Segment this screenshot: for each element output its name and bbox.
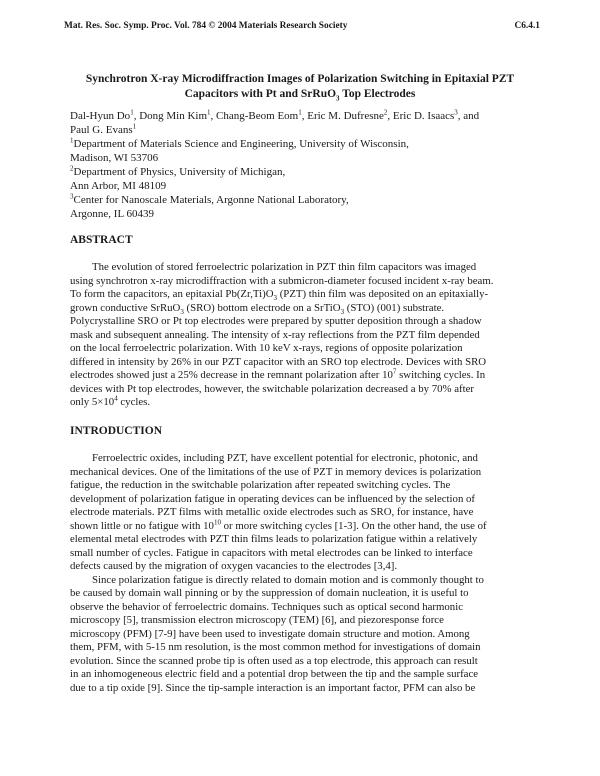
paper-title — [60, 72, 540, 102]
text-span: only 5×10 — [70, 396, 115, 408]
text-line: evolution. Since the scanned probe tip is often used as a top electrode, this approach can result — [70, 654, 478, 667]
superscript: 10 — [213, 517, 221, 526]
author-list — [70, 110, 550, 138]
title-line-2 — [60, 87, 540, 102]
text-span: To form the capacitors, an epitaxial Pb(Zr,Ti)O — [70, 288, 274, 300]
subscript: 3 — [180, 307, 184, 316]
affiliation-text: Department of Materials Science and Engineering, University of Wisconsin, — [73, 138, 409, 150]
text-line: mechanical devices. One of the limitations of the use of PZT in memory devices is polarization — [70, 465, 482, 478]
affiliation-mark: 3 — [454, 108, 458, 117]
affiliation-number: 3 — [70, 191, 74, 200]
affiliation-mark: 1 — [130, 108, 134, 117]
affiliation-mark: 1 — [132, 122, 137, 131]
text-span: switching cycles. In — [396, 369, 486, 381]
text-line: defects caused by the migration of oxygen vacancies to the electrodes [3,4]. — [70, 560, 398, 572]
affiliation-mark: 1 — [298, 108, 302, 117]
affiliation-3 — [70, 191, 550, 208]
running-header — [64, 21, 540, 35]
text-line: Polycrystalline SRO or Pt top electrodes were prepared by sputter deposition through a shadow — [70, 315, 482, 327]
author-name: Dal-Hyun Do — [70, 110, 131, 122]
text-line: elemental metal electrodes with PZT thin films leads to polarization fatigue within a relatively — [70, 533, 478, 545]
text-line: mask and subsequent annealing. The intensity of x-ray reflections from the PZT film depended — [70, 328, 480, 341]
text-line — [70, 288, 550, 302]
page-code: C6.4.1 — [514, 21, 540, 31]
author-name: Paul G. Evans — [70, 123, 133, 136]
text-line: small number of cycles. Fatigue in capacitors with metal electrodes can be linked to interface — [70, 546, 473, 559]
affiliation-number: 1 — [70, 136, 74, 145]
abstract-paragraph — [70, 261, 550, 410]
text-line: Ferroelectric oxides, including PZT, have excellent potential for electronic, photonic, and — [92, 452, 478, 464]
text-line: observe the behavior of ferroelectric domains. Techniques such as optical second harmonic — [70, 600, 463, 613]
text-line — [70, 396, 550, 410]
text-line: electrode materials. PZT films with metallic oxide electrodes such as SRO, for instance, have — [70, 506, 474, 518]
text-span: (SRO) bottom electrode on a SrTiO — [183, 301, 341, 314]
author-name: , Eric D. Isaacs — [387, 110, 455, 122]
text-line: microscopy [5], transmission electron microscopy (TEM) [6], and piezoresponse force — [70, 614, 444, 626]
author-line-2 — [70, 124, 550, 138]
author-line-1 — [70, 110, 550, 124]
text-line — [70, 302, 550, 316]
affiliation-mark: 2 — [383, 108, 388, 117]
author-name: , Eric M. Dufresne — [301, 110, 384, 122]
affiliation-number: 2 — [70, 164, 74, 173]
introduction-paragraph-1 — [70, 452, 550, 574]
text-line: Since polarization fatigue is directly related to domain motion and is commonly thought to — [92, 573, 484, 586]
text-line: devices with Pt top electrodes, however, the switchable polarization decreased a by 70% after — [70, 382, 474, 395]
abstract-heading: ABSTRACT — [70, 234, 133, 246]
text-line: using synchrotron x-ray microdiffraction with a submicron-diameter focused incident x-ray beam. — [70, 274, 494, 287]
affiliation-text: Department of Physics, University of Michigan, — [73, 165, 286, 178]
title-subscript: 3 — [336, 94, 340, 103]
text-line: microscopy (PFM) [7-9] have been used to investigate domain structure and motion. Among — [70, 627, 470, 640]
subscript: 3 — [273, 294, 278, 303]
text-span: grown conductive SrRuO — [70, 301, 181, 314]
text-line: development of polarization fatigue in operating devices can be influenced by the selection of — [70, 492, 476, 505]
subscript: 3 — [340, 307, 345, 316]
affiliation-text: Center for Nanoscale Materials, Argonne National Laboratory, — [73, 193, 349, 206]
introduction-paragraph-2 — [70, 574, 550, 696]
superscript: 4 — [114, 394, 118, 403]
title-text: Top Electrodes — [339, 88, 416, 100]
superscript: 7 — [392, 367, 397, 376]
affiliation-1-address: Madison, WI 53706 — [70, 151, 159, 164]
text-line: The evolution of stored ferroelectric polarization in PZT thin film capacitors was imaged — [92, 261, 477, 273]
text-span: electrodes showed just a 25% decrease in the remnant polarization after 10 — [70, 369, 393, 381]
author-conjunction: , and — [457, 110, 480, 122]
text-line: differed in intensity by 26% in our PZT capacitor with an SRO top electrode. Devices with SRO — [70, 355, 487, 368]
text-line — [70, 517, 550, 534]
affiliation-2-address: Ann Arbor, MI 48109 — [70, 179, 167, 192]
affiliation-1 — [70, 138, 550, 152]
journal-citation: Mat. Res. Soc. Symp. Proc. Vol. 784 © 2004 Materials Research Society — [64, 21, 348, 31]
text-span: or more switching cycles [1-3]. On the other hand, the use of — [220, 519, 487, 532]
introduction-heading: INTRODUCTION — [70, 425, 163, 437]
text-span: (STO) (001) substrate. — [344, 301, 445, 314]
affiliation-3-address: Argonne, IL 60439 — [70, 207, 155, 220]
text-span: shown little or no fatigue with 10 — [70, 519, 214, 532]
text-line: fatigue, the reduction in the switchable polarization after repeated switching cycles. The — [70, 479, 451, 491]
author-name: , Chang-Beom Eom — [210, 110, 299, 122]
affiliation-mark: 1 — [207, 108, 211, 117]
title-line-1: Synchrotron X-ray Microdiffraction Images of Polarization Switching in Epitaxial PZT — [85, 73, 515, 85]
text-line — [70, 369, 550, 383]
text-line: in an inhomogeneous electric field and a potential drop between the tip and the sample surface — [70, 668, 479, 680]
text-span: (PZT) thin film was deposited on an epitaxially- — [277, 288, 489, 300]
author-name: , Dong Min Kim — [133, 110, 208, 122]
text-span: cycles. — [117, 396, 151, 408]
text-line: due to a tip oxide [9]. Since the tip-sample interaction is an important factor, PFM can also be — [70, 681, 476, 694]
title-text: Capacitors with Pt and SrRuO — [184, 88, 337, 100]
text-line: on the local ferroelectric polarization. With 10 keV x-rays, regions of opposite polarization — [70, 342, 463, 354]
affiliations — [70, 138, 550, 221]
text-line: them, PFM, with 5-15 nm resolution, is the most common method for investigations of domain — [70, 641, 481, 653]
text-line: be caused by domain wall pinning or by the suppression of domain nucleation, it is useful to — [70, 587, 469, 599]
affiliation-2 — [70, 166, 550, 180]
